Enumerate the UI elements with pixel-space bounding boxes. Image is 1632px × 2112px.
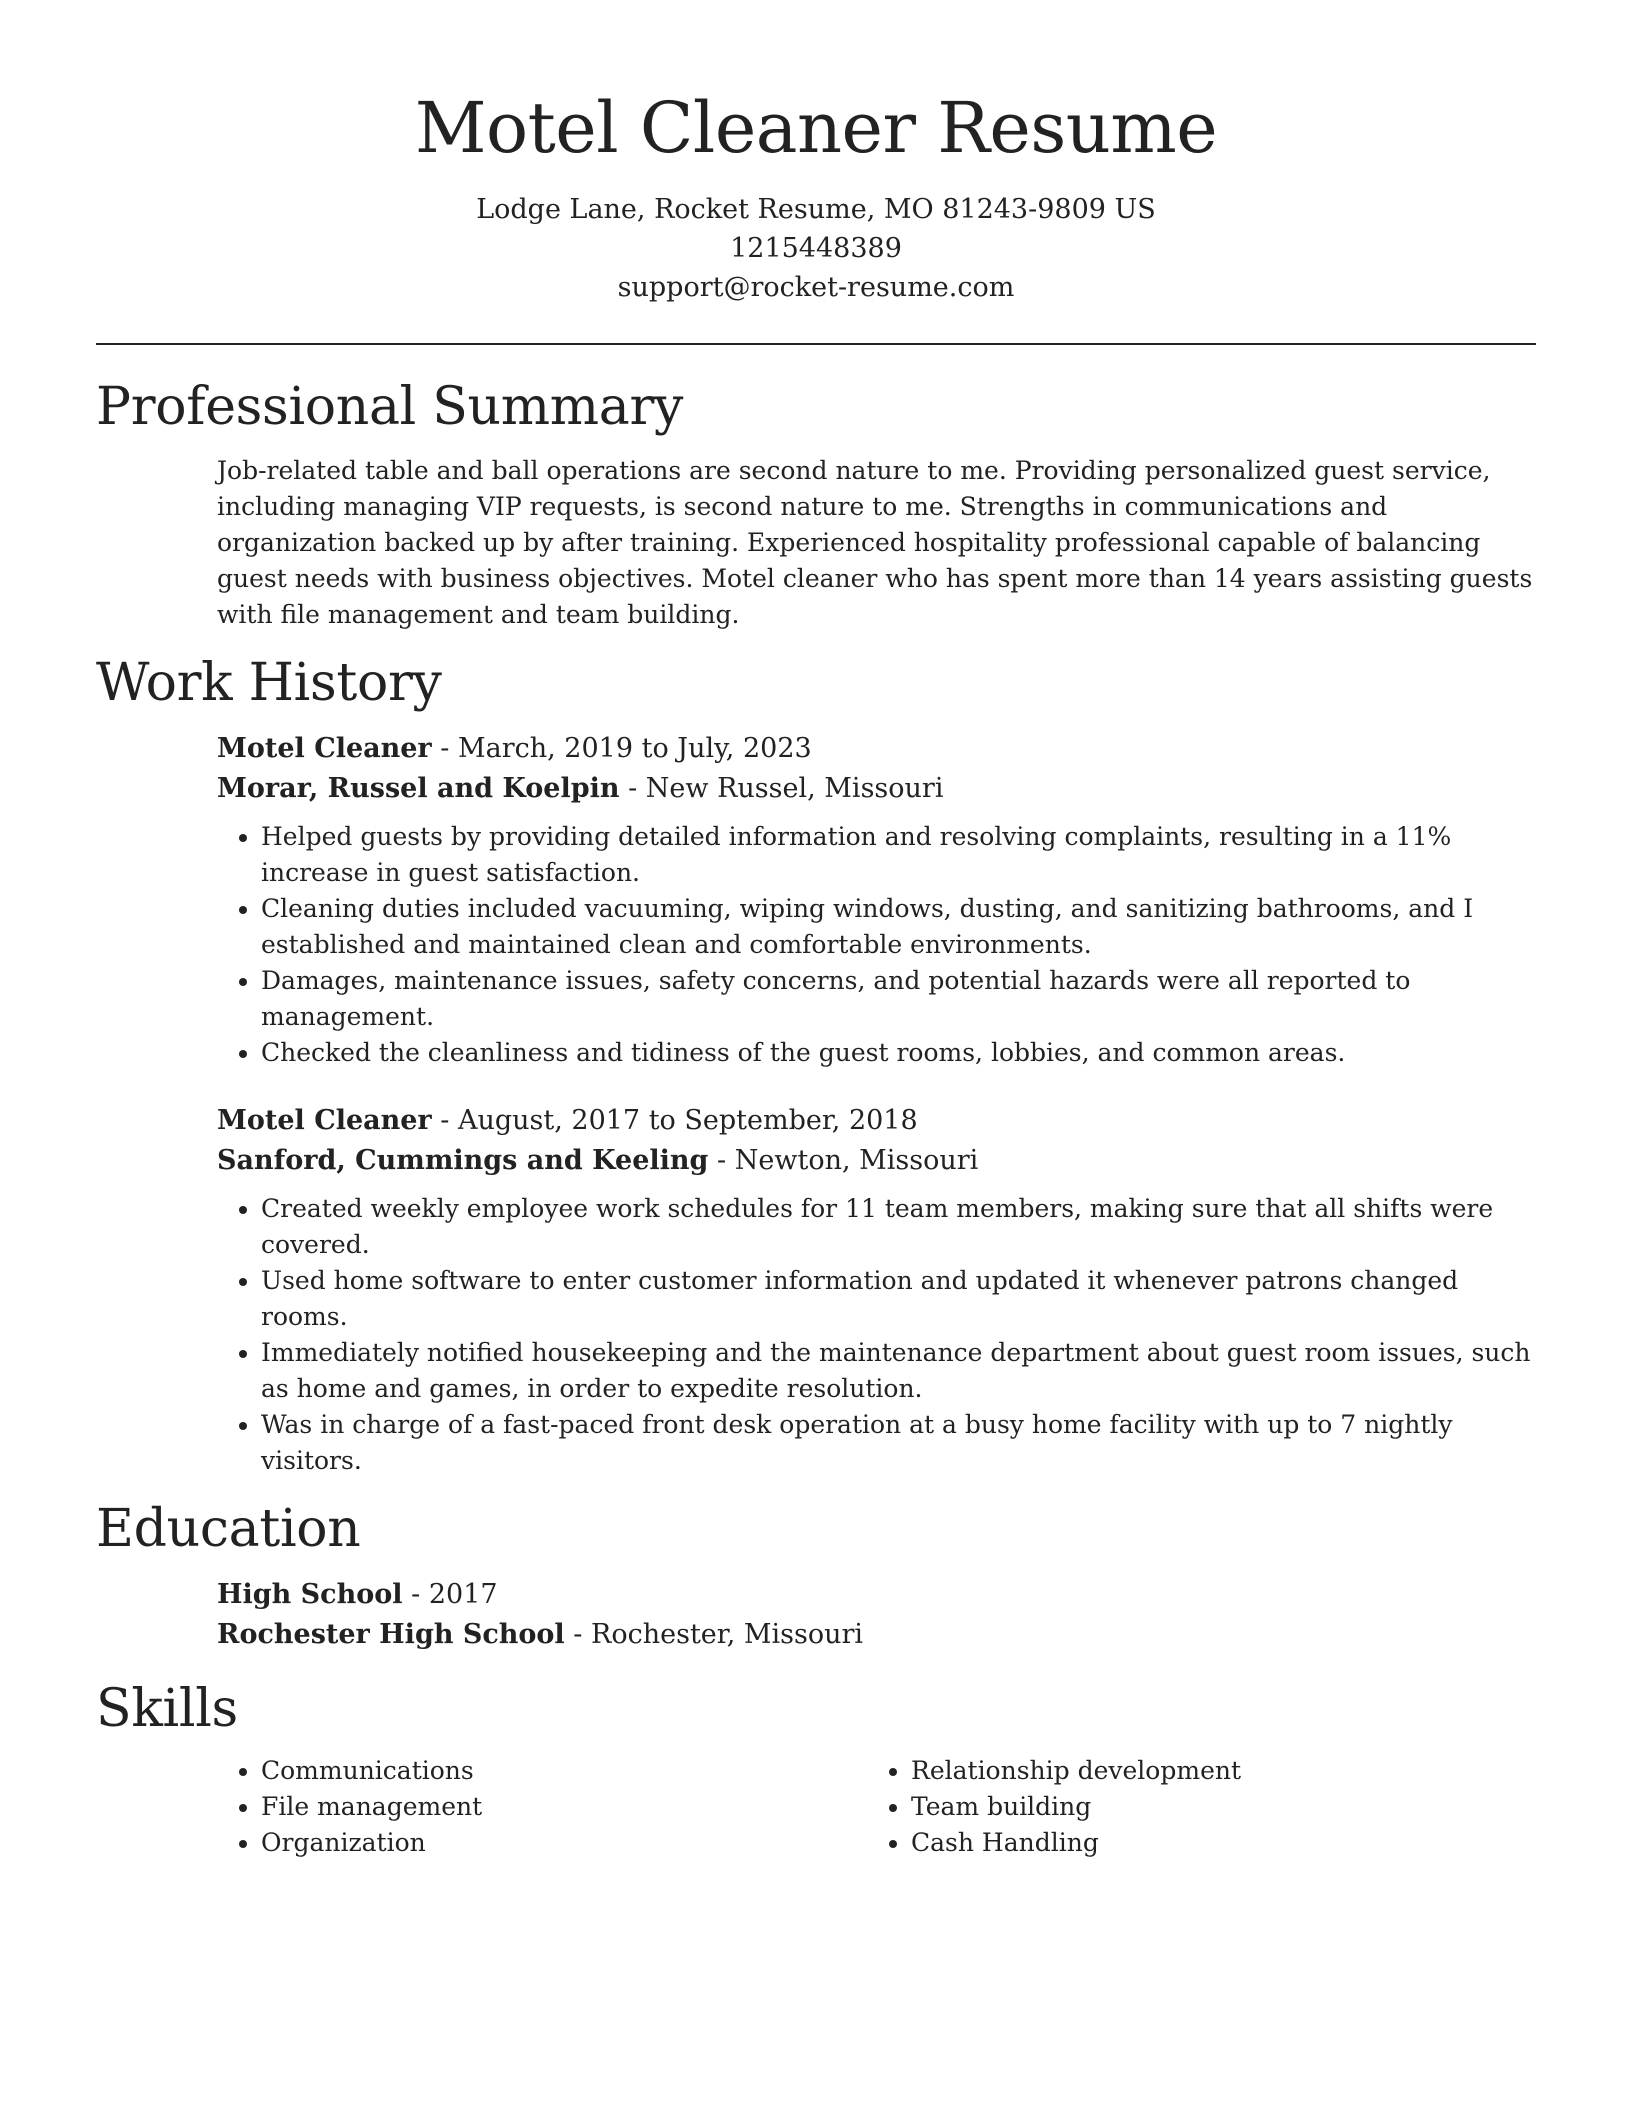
skills-section xyxy=(96,1677,1536,1861)
education-degree-line xyxy=(217,1575,1536,1615)
list-item: • Checked the cleanliness and tidiness of the guest rooms, lobbies, and common areas. xyxy=(261,1035,1536,1071)
skills-column-right xyxy=(867,1753,1517,1861)
education-school-line xyxy=(217,1615,1536,1655)
job-location: Newton, Missouri xyxy=(734,1145,979,1176)
job-separator: - xyxy=(440,733,458,764)
education-separator: - xyxy=(573,1619,592,1650)
job-entry xyxy=(96,1101,1536,1479)
list-item: • Was in charge of a fast-paced front desk operation at a busy home facility with up to 7 nightly visitors. xyxy=(261,1407,1536,1479)
job-location: New Russel, Missouri xyxy=(645,773,944,804)
job-separator: - xyxy=(440,1105,458,1136)
contact-address: Lodge Lane, Rocket Resume, MO 81243-9809 US xyxy=(476,194,1156,225)
list-item: • Helped guests by providing detailed information and resolving complaints, resulting in a 11% increase in guest satisfaction. xyxy=(261,819,1536,891)
contact-info xyxy=(96,190,1536,307)
contact-phone: 1215448389 xyxy=(730,233,902,264)
contact-email: support@rocket-resume.com xyxy=(617,272,1015,303)
work-history-heading: Work History xyxy=(96,653,442,713)
skill-item: • File management xyxy=(261,1789,867,1825)
skills-heading: Skills xyxy=(96,1679,238,1739)
resume-header xyxy=(96,0,1536,307)
job-employer-line xyxy=(217,769,1536,809)
list-item: • Created weekly employee work schedules for 11 team members, making sure that all shifts were covered. xyxy=(261,1191,1536,1263)
summary-heading: Professional Summary xyxy=(96,377,684,437)
job-entry xyxy=(96,729,1536,1071)
skill-item: • Communications xyxy=(261,1753,867,1789)
job-dates: August, 2017 to September, 2018 xyxy=(457,1105,918,1136)
skill-item: • Organization xyxy=(261,1825,867,1861)
job-separator: - xyxy=(628,773,646,804)
job-separator: - xyxy=(717,1145,735,1176)
summary-section xyxy=(96,375,1536,633)
job-employer: Morar, Russel and Koelpin xyxy=(217,773,620,804)
work-history-section xyxy=(96,651,1536,1479)
job-title-line xyxy=(217,1101,1536,1141)
education-year: 2017 xyxy=(428,1579,498,1610)
list-item: • Immediately notified housekeeping and the maintenance department about guest room issues, such as home and games, in order to expedite resolution. xyxy=(261,1335,1536,1407)
job-dates: March, 2019 to July, 2023 xyxy=(457,733,812,764)
job-title: Motel Cleaner xyxy=(217,1105,432,1136)
summary-text: Job-related table and ball operations are second nature to me. Providing personalized guest service, including managing VIP requests, is second nature to me. Strengths in communications and organization backed up by after training. Experienced hospitality professional capable of balancing guest needs with business objectives. Motel cleaner who has spent more than 14 years assisting guests with file management and team building. xyxy=(217,456,1533,629)
list-item: • Damages, maintenance issues, safety concerns, and potential hazards were all reported to management. xyxy=(261,963,1536,1035)
job-bullets xyxy=(217,819,1536,1071)
education-section xyxy=(96,1497,1536,1655)
education-location: Rochester, Missouri xyxy=(591,1619,864,1650)
job-title-line xyxy=(217,729,1536,769)
skill-item: • Team building xyxy=(911,1789,1517,1825)
skills-grid xyxy=(96,1753,1536,1861)
job-bullets xyxy=(217,1191,1536,1479)
job-employer: Sanford, Cummings and Keeling xyxy=(217,1145,709,1176)
resume-title: Motel Cleaner Resume xyxy=(414,87,1218,169)
education-degree: High School xyxy=(217,1579,403,1610)
skills-column-left xyxy=(217,1753,867,1861)
skill-item: • Relationship development xyxy=(911,1753,1517,1789)
skill-item: • Cash Handling xyxy=(911,1825,1517,1861)
list-item: • Used home software to enter customer information and updated it whenever patrons changed rooms. xyxy=(261,1263,1536,1335)
job-title: Motel Cleaner xyxy=(217,733,432,764)
education-heading: Education xyxy=(96,1499,361,1559)
header-divider xyxy=(96,343,1536,345)
education-separator: - xyxy=(411,1579,429,1610)
job-employer-line xyxy=(217,1141,1536,1181)
list-item: • Cleaning duties included vacuuming, wiping windows, dusting, and sanitizing bathrooms, and I established and maintained clean and comfortable environments. xyxy=(261,891,1536,963)
education-school: Rochester High School xyxy=(217,1619,565,1650)
